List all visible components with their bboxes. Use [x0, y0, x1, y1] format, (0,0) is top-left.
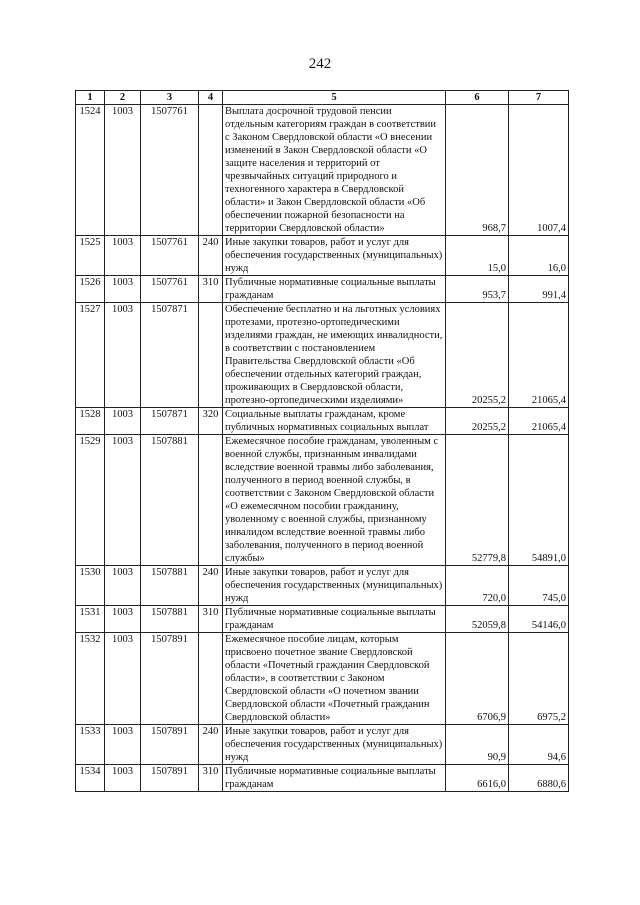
row-description: Иные закупки товаров, работ и услуг для обеспечения государственных (муниципальных) нужд [223, 236, 446, 276]
table-row [76, 408, 569, 435]
amount-year-2: 54891,0 [509, 435, 569, 566]
row-description: Социальные выплаты гражданам, кроме публичных нормативных социальных выплат [223, 408, 446, 435]
target-article-code: 1507891 [141, 765, 199, 792]
table-row [76, 276, 569, 303]
row-description: Иные закупки товаров, работ и услуг для обеспечения государственных (муниципальных) нужд [223, 566, 446, 606]
target-article-code: 1507761 [141, 236, 199, 276]
table-row [76, 435, 569, 566]
target-article-code: 1507881 [141, 435, 199, 566]
section-code: 1003 [105, 566, 141, 606]
expense-type-code [199, 303, 223, 408]
amount-year-2: 54146,0 [509, 606, 569, 633]
target-article-code: 1507761 [141, 105, 199, 236]
amount-year-1: 953,7 [446, 276, 509, 303]
section-code: 1003 [105, 435, 141, 566]
expense-type-code [199, 105, 223, 236]
amount-year-1: 52779,8 [446, 435, 509, 566]
row-number: 1525 [76, 236, 105, 276]
expense-type-code: 240 [199, 725, 223, 765]
row-description: Публичные нормативные социальные выплаты гражданам [223, 276, 446, 303]
target-article-code: 1507761 [141, 276, 199, 303]
section-code: 1003 [105, 633, 141, 725]
budget-table [75, 90, 569, 792]
amount-year-2: 16,0 [509, 236, 569, 276]
column-header: 2 [105, 91, 141, 105]
section-code: 1003 [105, 303, 141, 408]
target-article-code: 1507891 [141, 633, 199, 725]
row-number: 1527 [76, 303, 105, 408]
expense-type-code: 310 [199, 606, 223, 633]
row-description: Публичные нормативные социальные выплаты гражданам [223, 606, 446, 633]
row-number: 1528 [76, 408, 105, 435]
expense-type-code: 240 [199, 566, 223, 606]
expense-type-code: 240 [199, 236, 223, 276]
table-row [76, 566, 569, 606]
expense-type-code [199, 435, 223, 566]
amount-year-1: 15,0 [446, 236, 509, 276]
target-article-code: 1507881 [141, 566, 199, 606]
row-description: Иные закупки товаров, работ и услуг для обеспечения государственных (муниципальных) нужд [223, 725, 446, 765]
table-row [76, 303, 569, 408]
amount-year-2: 94,6 [509, 725, 569, 765]
row-number: 1531 [76, 606, 105, 633]
target-article-code: 1507891 [141, 725, 199, 765]
header-row [76, 91, 569, 105]
amount-year-1: 720,0 [446, 566, 509, 606]
amount-year-2: 991,4 [509, 276, 569, 303]
row-description: Обеспечение бесплатно и на льготных условиях протезами, протезно-ортопедическими изделиями граждан, не имеющих инвалидности, в соответствии с постановлением Правительства Свердловской области «Об обеспечении отдельных категорий граждан, проживающих в Свердловской области, протезно-ортопедическими изделиями» [223, 303, 446, 408]
target-article-code: 1507871 [141, 303, 199, 408]
column-header: 4 [199, 91, 223, 105]
table-row [76, 105, 569, 236]
expense-type-code: 320 [199, 408, 223, 435]
target-article-code: 1507881 [141, 606, 199, 633]
section-code: 1003 [105, 765, 141, 792]
row-number: 1532 [76, 633, 105, 725]
section-code: 1003 [105, 276, 141, 303]
table-row [76, 633, 569, 725]
row-number: 1530 [76, 566, 105, 606]
table-row [76, 236, 569, 276]
expense-type-code [199, 633, 223, 725]
row-number: 1534 [76, 765, 105, 792]
amount-year-1: 20255,2 [446, 303, 509, 408]
row-number: 1526 [76, 276, 105, 303]
column-header: 7 [509, 91, 569, 105]
section-code: 1003 [105, 606, 141, 633]
page-number: 242 [308, 56, 332, 72]
amount-year-1: 90,9 [446, 725, 509, 765]
column-header: 3 [141, 91, 199, 105]
row-description: Публичные нормативные социальные выплаты гражданам [223, 765, 446, 792]
amount-year-2: 6975,2 [509, 633, 569, 725]
amount-year-1: 6616,0 [446, 765, 509, 792]
row-description: Ежемесячное пособие гражданам, уволенным с военной службы, признанным инвалидами вследствие военной травмы либо заболевания, полученного в период военной службы, в соответствии с Законом Свердловской области «О ежемесячном пособии гражданину, уволенному с военной службы, признанному инвалидом вследствие военной травмы либо заболевания, полученного в период военной службы» [223, 435, 446, 566]
column-header: 5 [223, 91, 446, 105]
amount-year-2: 6880,6 [509, 765, 569, 792]
column-header: 1 [76, 91, 105, 105]
expense-type-code: 310 [199, 765, 223, 792]
row-number: 1533 [76, 725, 105, 765]
amount-year-1: 968,7 [446, 105, 509, 236]
amount-year-1: 52059,8 [446, 606, 509, 633]
section-code: 1003 [105, 725, 141, 765]
amount-year-2: 745,0 [509, 566, 569, 606]
table-row [76, 606, 569, 633]
row-description: Ежемесячное пособие лицам, которым присвоено почетное звание Свердловской области «Почетный гражданин Свердловской области», в соответствии с Законом Свердловской области «О почетном звании Свердловской области «Почетный гражданин Свердловской области» [223, 633, 446, 725]
expense-type-code: 310 [199, 276, 223, 303]
amount-year-2: 1007,4 [509, 105, 569, 236]
column-header: 6 [446, 91, 509, 105]
amount-year-1: 6706,9 [446, 633, 509, 725]
section-code: 1003 [105, 408, 141, 435]
target-article-code: 1507871 [141, 408, 199, 435]
table-row [76, 725, 569, 765]
row-number: 1524 [76, 105, 105, 236]
row-number: 1529 [76, 435, 105, 566]
amount-year-2: 21065,4 [509, 303, 569, 408]
amount-year-2: 21065,4 [509, 408, 569, 435]
section-code: 1003 [105, 105, 141, 236]
section-code: 1003 [105, 236, 141, 276]
amount-year-1: 20255,2 [446, 408, 509, 435]
table-row [76, 765, 569, 792]
row-description: Выплата досрочной трудовой пенсии отдельным категориям граждан в соответствии с Законом Свердловской области «О внесении изменений в Закон Свердловской области «О защите населения и территорий от чрезвычайных ситуаций природного и техногенного характера в Свердловской области» и Закон Свердловской области «Об обеспечении пожарной безопасности на территории Свердловской области» [223, 105, 446, 236]
